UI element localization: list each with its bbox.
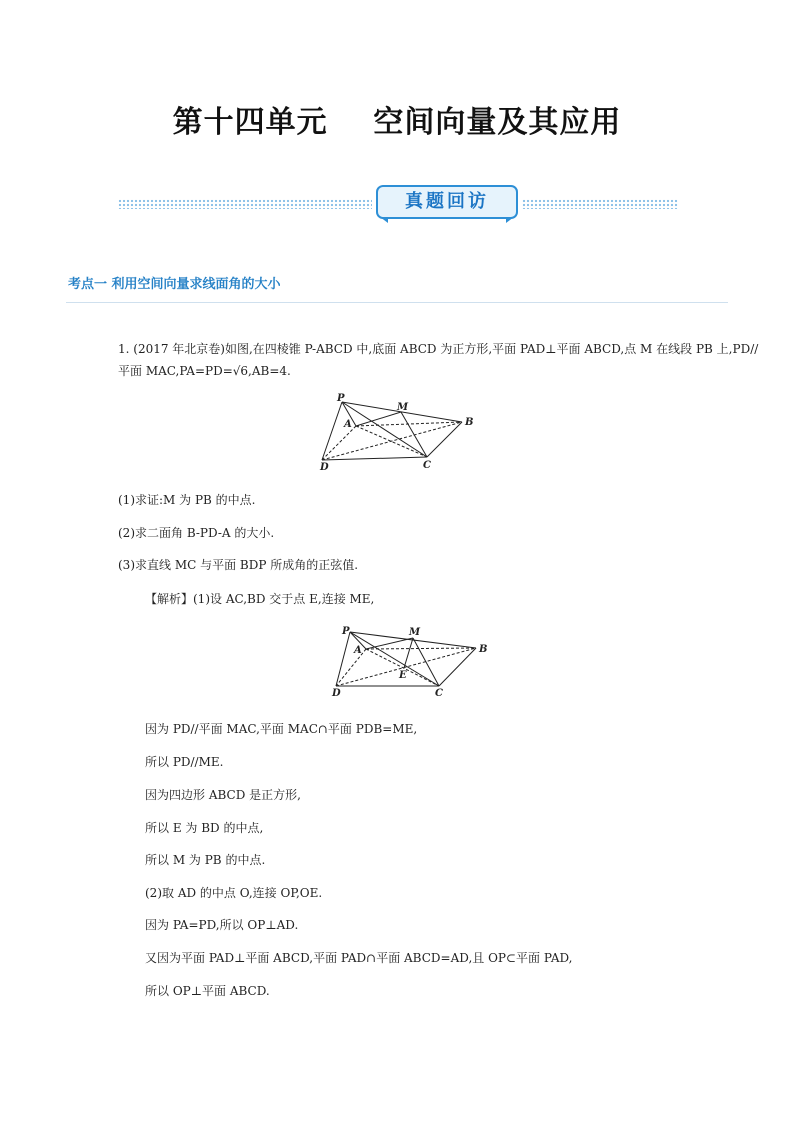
solution-step-8: 又因为平面 PAD⊥平面 ABCD,平面 PAD∩平面 ABCD=AD,且 OP⊂平面 PAD, <box>145 951 573 965</box>
fig1-label-a: A <box>344 419 352 430</box>
solution-step-4: 所以 E 为 BD 的中点, <box>145 821 264 835</box>
fig1-label-p: P <box>337 393 345 404</box>
section-banner <box>118 183 678 225</box>
fig2-label-p: P <box>342 626 350 637</box>
fig2-label-d: D <box>332 688 341 699</box>
problem-line-2: 平面 MAC,PA=PD=√6,AB=4. <box>118 364 291 378</box>
page-title: 第十四单元 空间向量及其应用 <box>172 105 622 140</box>
fig2-label-e: E <box>399 670 407 681</box>
solution-step-2: 所以 PD//ME. <box>145 755 224 769</box>
banner-dots-left <box>118 199 372 209</box>
fig1-label-m: M <box>397 402 409 413</box>
section-heading: 考点一 利用空间向量求线面角的大小 <box>68 277 281 292</box>
solution-intro: 【解析】(1)设 AC,BD 交于点 E,连接 ME, <box>145 592 375 606</box>
solution-step-5: 所以 M 为 PB 的中点. <box>145 853 266 867</box>
fig1-label-d: D <box>320 462 329 473</box>
fig2-label-b: B <box>479 644 488 655</box>
figure-pyramid-1 <box>312 390 482 480</box>
question-3: (3)求直线 MC 与平面 BDP 所成角的正弦值. <box>118 558 359 572</box>
fig1-label-b: B <box>465 417 474 428</box>
banner-dots-right <box>522 199 678 209</box>
solution-step-1: 因为 PD//平面 MAC,平面 MAC∩平面 PDB=ME, <box>145 722 418 736</box>
question-2: (2)求二面角 B-PD-A 的大小. <box>118 526 275 540</box>
section-divider <box>66 302 728 303</box>
question-1: (1)求证:M 为 PB 的中点. <box>118 493 256 507</box>
solution-step-3: 因为四边形 ABCD 是正方形, <box>145 788 301 802</box>
fig2-label-c: C <box>435 688 443 699</box>
solution-step-7: 因为 PA=PD,所以 OP⊥AD. <box>145 918 299 932</box>
figure-pyramid-2 <box>326 620 496 702</box>
problem-line-1: 1. (2017 年北京卷)如图,在四棱锥 P-ABCD 中,底面 ABCD 为正方形,平面 PAD⊥平面 ABCD,点 M 在线段 PB 上,PD// <box>118 342 759 356</box>
fig2-label-a: A <box>354 645 362 656</box>
banner-badge: 真题回访 <box>376 185 518 219</box>
fig2-label-m: M <box>409 627 421 638</box>
solution-step-6: (2)取 AD 的中点 O,连接 OP,OE. <box>145 886 323 900</box>
fig1-label-c: C <box>423 460 431 471</box>
solution-step-9: 所以 OP⊥平面 ABCD. <box>145 984 270 998</box>
